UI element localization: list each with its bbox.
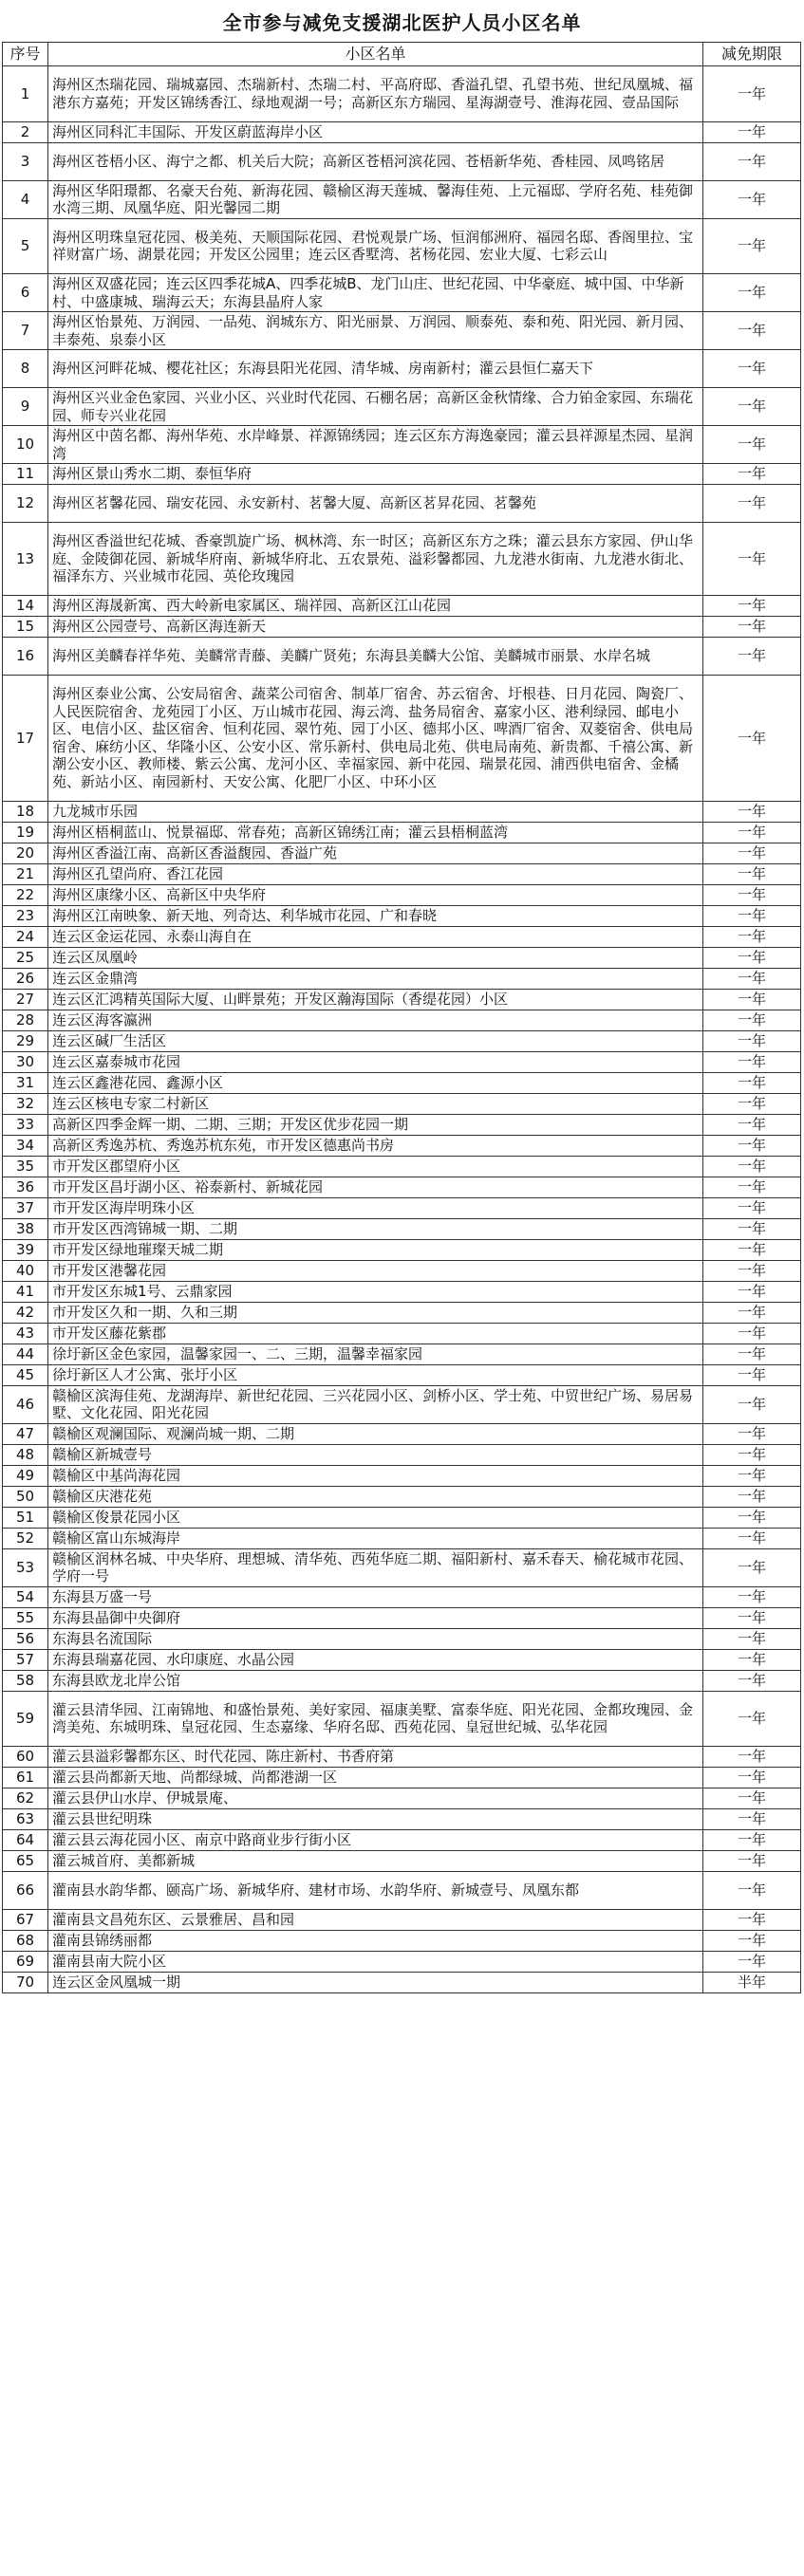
row-term: 一年 <box>703 121 801 142</box>
table-row <box>3 350 801 388</box>
row-term: 一年 <box>703 1364 801 1385</box>
row-community-names: 灌云县世纪明珠 <box>48 1809 703 1830</box>
row-term: 一年 <box>703 1114 801 1135</box>
row-term: 一年 <box>703 1486 801 1507</box>
row-term: 一年 <box>703 1135 801 1156</box>
row-index: 9 <box>3 388 48 426</box>
row-term: 一年 <box>703 1465 801 1486</box>
table-row <box>3 1465 801 1486</box>
row-index: 43 <box>3 1323 48 1344</box>
row-community-names: 赣榆区润林名城、中央华府、理想城、清华苑、西苑华庭二期、福阳新村、嘉禾春天、榆花城市花园、学府一号 <box>48 1548 703 1586</box>
row-index: 11 <box>3 464 48 485</box>
row-community-names: 海州区双盛花园；连云区四季花城A、四季花城B、龙门山庄、世纪花园、中华豪庭、城中国、中华新村、中盛康城、瑞海云天；东海县晶府人家 <box>48 274 703 312</box>
row-community-names: 灌云县清华园、江南锦地、和盛怡景苑、美好家园、福康美墅、富泰华庭、阳光花园、金都玫瑰园、金湾美苑、东城明珠、皇冠花园、生态嘉缘、华府名邸、西苑花园、皇冠世纪城、弘华花园 <box>48 1691 703 1747</box>
table-row <box>3 1830 801 1851</box>
table-row <box>3 1385 801 1423</box>
row-term: 一年 <box>703 1093 801 1114</box>
row-index: 47 <box>3 1423 48 1444</box>
row-term: 一年 <box>703 1344 801 1364</box>
row-community-names: 赣榆区新城壹号 <box>48 1444 703 1465</box>
row-community-names: 九龙城市乐园 <box>48 801 703 822</box>
table-row <box>3 1177 801 1197</box>
row-index: 18 <box>3 801 48 822</box>
row-term: 一年 <box>703 863 801 884</box>
row-index: 65 <box>3 1851 48 1872</box>
table-row <box>3 1344 801 1364</box>
table-row <box>3 843 801 863</box>
row-term: 一年 <box>703 1586 801 1607</box>
row-term: 一年 <box>703 1872 801 1910</box>
row-community-names: 连云区嘉泰城市花园 <box>48 1051 703 1072</box>
table-row <box>3 1872 801 1910</box>
row-community-names: 东海县名流国际 <box>48 1628 703 1649</box>
row-index: 44 <box>3 1344 48 1364</box>
row-index: 27 <box>3 989 48 1010</box>
row-index: 34 <box>3 1135 48 1156</box>
table-row <box>3 1973 801 1993</box>
table-row <box>3 1364 801 1385</box>
row-community-names: 赣榆区滨海佳苑、龙湖海岸、新世纪花园、三兴花园小区、剑桥小区、学士苑、中贸世纪广场、易居易墅、文化花园、阳光花园 <box>48 1385 703 1423</box>
table-row <box>3 426 801 464</box>
table-row <box>3 596 801 617</box>
table-row <box>3 523 801 596</box>
row-index: 12 <box>3 485 48 523</box>
table-row <box>3 1507 801 1528</box>
table-row <box>3 1607 801 1628</box>
row-community-names: 灌南县水韵华都、颐高广场、新城华府、建材市场、水韵华府、新城壹号、凤凰东都 <box>48 1872 703 1910</box>
row-community-names: 灌南县南大院小区 <box>48 1952 703 1973</box>
row-community-names: 市开发区昌圩湖小区、裕泰新村、新城花园 <box>48 1177 703 1197</box>
table-row <box>3 1747 801 1768</box>
row-community-names: 徐圩新区金色家园，温馨家园一、二、三期，温馨幸福家园 <box>48 1344 703 1364</box>
row-community-names: 海州区香溢世纪花城、香豪凯旋广场、枫林湾、东一时区；高新区东方之珠；灌云县东方家园、伊山华庭、金陵御花园、新城华府南、新城华府北、五农景苑、溢彩馨都园、九龙港水街南、九龙港水街北、福泽东方、兴业城市花园、英伦玫瑰园 <box>48 523 703 596</box>
row-index: 52 <box>3 1528 48 1548</box>
row-term: 一年 <box>703 1768 801 1788</box>
row-term: 一年 <box>703 1385 801 1423</box>
row-term: 一年 <box>703 350 801 388</box>
row-term: 一年 <box>703 1302 801 1323</box>
row-term: 一年 <box>703 1423 801 1444</box>
table-body <box>3 66 801 1993</box>
row-community-names: 市开发区绿地璀璨天城二期 <box>48 1239 703 1260</box>
table-row <box>3 968 801 989</box>
row-community-names: 海州区同科汇丰国际、开发区蔚蓝海岸小区 <box>48 121 703 142</box>
row-index: 2 <box>3 121 48 142</box>
row-index: 16 <box>3 638 48 676</box>
row-community-names: 连云区金运花园、永泰山海自在 <box>48 926 703 947</box>
table-row <box>3 1302 801 1323</box>
row-index: 29 <box>3 1030 48 1051</box>
row-community-names: 赣榆区中基尚海花园 <box>48 1465 703 1486</box>
row-index: 10 <box>3 426 48 464</box>
row-term: 一年 <box>703 947 801 968</box>
row-index: 14 <box>3 596 48 617</box>
row-index: 60 <box>3 1747 48 1768</box>
table-row <box>3 1010 801 1030</box>
row-community-names: 海州区梧桐蓝山、悦景福邸、常春苑；高新区锦绣江南；灌云县梧桐蓝湾 <box>48 822 703 843</box>
row-community-names: 市开发区东城1号、云鼎家园 <box>48 1281 703 1302</box>
row-community-names: 灌云县尚都新天地、尚都绿城、尚都港湖一区 <box>48 1768 703 1788</box>
table-row <box>3 1910 801 1931</box>
row-term: 一年 <box>703 1177 801 1197</box>
row-community-names: 灌云县伊山水岸、伊城景庵、 <box>48 1788 703 1809</box>
table-header-row <box>3 43 801 66</box>
row-term: 一年 <box>703 1051 801 1072</box>
row-index: 6 <box>3 274 48 312</box>
row-index: 66 <box>3 1872 48 1910</box>
table-row <box>3 801 801 822</box>
table-row <box>3 1691 801 1747</box>
table-row <box>3 1423 801 1444</box>
row-index: 40 <box>3 1260 48 1281</box>
row-term: 一年 <box>703 1788 801 1809</box>
table-row <box>3 1239 801 1260</box>
row-term: 一年 <box>703 1260 801 1281</box>
row-index: 15 <box>3 617 48 638</box>
row-term: 一年 <box>703 523 801 596</box>
row-community-names: 徐圩新区人才公寓、张圩小区 <box>48 1364 703 1385</box>
table-row <box>3 1788 801 1809</box>
table-row <box>3 1528 801 1548</box>
row-index: 31 <box>3 1072 48 1093</box>
row-community-names: 海州区海晟新寓、西大岭新电家属区、瑞祥园、高新区江山花园 <box>48 596 703 617</box>
row-term: 一年 <box>703 801 801 822</box>
row-community-names: 灌南县文昌苑东区、云景雅居、昌和园 <box>48 1910 703 1931</box>
row-term: 一年 <box>703 1952 801 1973</box>
row-index: 59 <box>3 1691 48 1747</box>
row-index: 32 <box>3 1093 48 1114</box>
table-row <box>3 1931 801 1952</box>
row-community-names: 海州区华阳璟都、名豪天台苑、新海花园、赣榆区海天莲城、馨海佳苑、上元福邸、学府名苑、桂苑御水湾三期、凤凰华庭、阳光馨园二期 <box>48 180 703 218</box>
row-index: 26 <box>3 968 48 989</box>
row-index: 19 <box>3 822 48 843</box>
row-index: 49 <box>3 1465 48 1486</box>
row-index: 46 <box>3 1385 48 1423</box>
table-row <box>3 1952 801 1973</box>
row-community-names: 连云区海客瀛洲 <box>48 1010 703 1030</box>
table-row <box>3 1444 801 1465</box>
table-row <box>3 388 801 426</box>
row-index: 13 <box>3 523 48 596</box>
row-index: 61 <box>3 1768 48 1788</box>
row-community-names: 连云区汇鸿精英国际大厦、山畔景苑；开发区瀚海国际（香缇花园）小区 <box>48 989 703 1010</box>
table-row <box>3 1051 801 1072</box>
row-community-names: 灌南县锦绣丽都 <box>48 1931 703 1952</box>
row-term: 一年 <box>703 596 801 617</box>
row-index: 17 <box>3 676 48 802</box>
row-index: 5 <box>3 218 48 274</box>
table-row <box>3 1670 801 1691</box>
row-community-names: 海州区明珠皇冠花园、极美苑、天顺国际花园、君悦观景广场、恒润郁洲府、福园名邸、香阁里拉、宝祥财富广场、湖景花园；开发区公园里；连云区香墅湾、茗杨花园、宏业大厦、七彩云山 <box>48 218 703 274</box>
table-row <box>3 1260 801 1281</box>
row-term: 一年 <box>703 1444 801 1465</box>
row-index: 51 <box>3 1507 48 1528</box>
row-community-names: 高新区秀逸苏杭、秀逸苏杭东苑，市开发区德惠尚书房 <box>48 1135 703 1156</box>
table-row <box>3 1586 801 1607</box>
row-term: 一年 <box>703 388 801 426</box>
row-term: 一年 <box>703 1156 801 1177</box>
row-index: 56 <box>3 1628 48 1649</box>
row-community-names: 海州区中茵名都、海州华苑、水岸峰景、祥源锦绣园；连云区东方海逸豪园；灌云县祥源星杰园、星润湾 <box>48 426 703 464</box>
row-index: 53 <box>3 1548 48 1586</box>
table-row <box>3 676 801 802</box>
row-index: 41 <box>3 1281 48 1302</box>
row-index: 25 <box>3 947 48 968</box>
table-row <box>3 1030 801 1051</box>
row-index: 37 <box>3 1197 48 1218</box>
header-term: 减免期限 <box>703 43 801 66</box>
row-index: 20 <box>3 843 48 863</box>
row-term: 一年 <box>703 274 801 312</box>
table-row <box>3 121 801 142</box>
table-row <box>3 1281 801 1302</box>
row-community-names: 赣榆区庆港花苑 <box>48 1486 703 1507</box>
table-row <box>3 1072 801 1093</box>
table-row <box>3 485 801 523</box>
row-term: 一年 <box>703 1239 801 1260</box>
row-community-names: 海州区孔望尚府、香江花园 <box>48 863 703 884</box>
row-term: 一年 <box>703 1218 801 1239</box>
row-index: 35 <box>3 1156 48 1177</box>
row-index: 58 <box>3 1670 48 1691</box>
row-index: 3 <box>3 142 48 180</box>
row-community-names: 赣榆区俊景花园小区 <box>48 1507 703 1528</box>
table-row <box>3 1768 801 1788</box>
table-row <box>3 1851 801 1872</box>
row-term: 一年 <box>703 1830 801 1851</box>
row-term: 一年 <box>703 1910 801 1931</box>
table-row <box>3 884 801 905</box>
row-community-names: 连云区鑫港花园、鑫源小区 <box>48 1072 703 1093</box>
table-row <box>3 312 801 350</box>
table-row <box>3 274 801 312</box>
row-community-names: 海州区茗馨花园、瑞安花园、永安新村、茗馨大厦、高新区茗昇花园、茗馨苑 <box>48 485 703 523</box>
row-index: 48 <box>3 1444 48 1465</box>
row-community-names: 赣榆区富山东城海岸 <box>48 1528 703 1548</box>
row-term: 一年 <box>703 1010 801 1030</box>
row-term: 一年 <box>703 1281 801 1302</box>
row-term: 一年 <box>703 822 801 843</box>
row-index: 30 <box>3 1051 48 1072</box>
row-term: 一年 <box>703 312 801 350</box>
table-row <box>3 218 801 274</box>
row-term: 一年 <box>703 426 801 464</box>
row-term: 一年 <box>703 1528 801 1548</box>
row-term: 一年 <box>703 638 801 676</box>
row-index: 54 <box>3 1586 48 1607</box>
table-row <box>3 1218 801 1239</box>
table-row <box>3 1809 801 1830</box>
row-community-names: 东海县万盛一号 <box>48 1586 703 1607</box>
table-row <box>3 1093 801 1114</box>
table-row <box>3 1135 801 1156</box>
row-index: 64 <box>3 1830 48 1851</box>
row-community-names: 海州区香溢江南、高新区香溢馥园、香溢广苑 <box>48 843 703 863</box>
table-row <box>3 1628 801 1649</box>
row-community-names: 灌云县云海花园小区、南京中路商业步行街小区 <box>48 1830 703 1851</box>
table-row <box>3 947 801 968</box>
row-community-names: 连云区核电专家二村新区 <box>48 1093 703 1114</box>
row-term: 一年 <box>703 1809 801 1830</box>
row-term: 一年 <box>703 1507 801 1528</box>
row-community-names: 市开发区久和一期、久和三期 <box>48 1302 703 1323</box>
row-term: 一年 <box>703 142 801 180</box>
row-index: 4 <box>3 180 48 218</box>
row-community-names: 海州区泰业公寓、公安局宿舍、蔬菜公司宿舍、制革厂宿舍、苏云宿舍、圩根巷、日月花园、陶瓷厂、人民医院宿舍、龙苑园丁小区、万山城市花园、海云湾、盐务局宿舍、嘉家小区、港利绿园、邮电小区、电信小区、盐区宿舍、恒利花园、翠竹苑、园丁小区、德邦小区、啤酒厂宿舍、双菱宿舍、供电局宿舍、麻纺小区、华隆小区、公安小区、常乐新村、供电局北苑、供电局南苑、新贵都、千禧公寓、新潮公安小区、教师楼、紫云公寓、龙河小区、幸福家园、新中花园、瑞景花园、浦西供电宿舍、金橘苑、新站小区、南园新村、天安公寓、化肥厂小区、中环小区 <box>48 676 703 802</box>
row-community-names: 赣榆区观澜国际、观澜尚城一期、二期 <box>48 1423 703 1444</box>
table-row <box>3 1156 801 1177</box>
row-index: 69 <box>3 1952 48 1973</box>
row-index: 50 <box>3 1486 48 1507</box>
row-term: 一年 <box>703 180 801 218</box>
table-row <box>3 66 801 122</box>
row-index: 1 <box>3 66 48 122</box>
table-row <box>3 464 801 485</box>
row-term: 一年 <box>703 66 801 122</box>
community-table <box>2 42 801 1993</box>
row-community-names: 海州区杰瑞花园、瑞城嘉园、杰瑞新村、杰瑞二村、平高府邸、香溢孔望、孔望书苑、世纪凤凰城、福港东方嘉苑；开发区锦绣香江、绿地观湖一号；高新区东方瑞园、星海湖壹号、淮海花园、壹品国际 <box>48 66 703 122</box>
table-row <box>3 1323 801 1344</box>
row-term: 一年 <box>703 1607 801 1628</box>
row-community-names: 市开发区海岸明珠小区 <box>48 1197 703 1218</box>
document-title: 全市参与减免支援湖北医护人员小区名单 <box>222 11 582 34</box>
table-row <box>3 863 801 884</box>
row-community-names: 海州区苍梧小区、海宁之都、机关后大院；高新区苍梧河滨花园、苍梧新华苑、香桂园、凤鸣铭居 <box>48 142 703 180</box>
row-index: 57 <box>3 1649 48 1670</box>
row-community-names: 市开发区藤花紫郡 <box>48 1323 703 1344</box>
row-index: 70 <box>3 1973 48 1993</box>
row-index: 62 <box>3 1788 48 1809</box>
row-community-names: 东海县晶御中央御府 <box>48 1607 703 1628</box>
row-index: 38 <box>3 1218 48 1239</box>
row-term: 一年 <box>703 1072 801 1093</box>
row-term: 一年 <box>703 989 801 1010</box>
row-term: 一年 <box>703 464 801 485</box>
row-index: 67 <box>3 1910 48 1931</box>
row-index: 24 <box>3 926 48 947</box>
row-community-names: 连云区碱厂生活区 <box>48 1030 703 1051</box>
row-index: 33 <box>3 1114 48 1135</box>
row-index: 7 <box>3 312 48 350</box>
table-row <box>3 989 801 1010</box>
row-community-names: 连云区金鼎湾 <box>48 968 703 989</box>
row-term: 一年 <box>703 1931 801 1952</box>
table-row <box>3 926 801 947</box>
row-index: 36 <box>3 1177 48 1197</box>
row-term: 一年 <box>703 1649 801 1670</box>
row-index: 22 <box>3 884 48 905</box>
header-name: 小区名单 <box>48 43 703 66</box>
row-community-names: 海州区景山秀水二期、泰恒华府 <box>48 464 703 485</box>
row-community-names: 灌云县溢彩馨都东区、时代花园、陈庄新村、书香府第 <box>48 1747 703 1768</box>
row-term: 一年 <box>703 1323 801 1344</box>
row-term: 一年 <box>703 617 801 638</box>
row-community-names: 高新区四季金辉一期、二期、三期；开发区优步花园一期 <box>48 1114 703 1135</box>
row-term: 一年 <box>703 1197 801 1218</box>
row-term: 一年 <box>703 926 801 947</box>
row-community-names: 市开发区港馨花园 <box>48 1260 703 1281</box>
row-term: 一年 <box>703 1691 801 1747</box>
table-row <box>3 180 801 218</box>
row-term: 一年 <box>703 1548 801 1586</box>
row-community-names: 市开发区西湾锦城一期、二期 <box>48 1218 703 1239</box>
table-row <box>3 1114 801 1135</box>
row-community-names: 海州区美麟春祥华苑、美麟常青藤、美麟广贤苑；东海县美麟大公馆、美麟城市丽景、水岸名城 <box>48 638 703 676</box>
row-community-names: 海州区江南映象、新天地、列奇达、利华城市花园、广和春晓 <box>48 905 703 926</box>
row-term: 一年 <box>703 1030 801 1051</box>
header-index: 序号 <box>3 43 48 66</box>
row-term: 一年 <box>703 1628 801 1649</box>
row-term: 半年 <box>703 1973 801 1993</box>
row-term: 一年 <box>703 676 801 802</box>
row-term: 一年 <box>703 1747 801 1768</box>
row-index: 42 <box>3 1302 48 1323</box>
row-community-names: 灌云城首府、美都新城 <box>48 1851 703 1872</box>
row-term: 一年 <box>703 1670 801 1691</box>
row-term: 一年 <box>703 485 801 523</box>
row-index: 55 <box>3 1607 48 1628</box>
row-index: 63 <box>3 1809 48 1830</box>
row-term: 一年 <box>703 884 801 905</box>
table-row <box>3 905 801 926</box>
row-index: 39 <box>3 1239 48 1260</box>
table-row <box>3 1649 801 1670</box>
row-community-names: 东海县欧龙北岸公馆 <box>48 1670 703 1691</box>
row-term: 一年 <box>703 905 801 926</box>
row-community-names: 连云区金风凰城一期 <box>48 1973 703 1993</box>
row-term: 一年 <box>703 843 801 863</box>
row-index: 68 <box>3 1931 48 1952</box>
row-community-names: 海州区兴业金色家园、兴业小区、兴业时代花园、石棚名居；高新区金秋情缘、合力铂金家园、东瑞花园、师专兴业花园 <box>48 388 703 426</box>
row-index: 8 <box>3 350 48 388</box>
row-term: 一年 <box>703 968 801 989</box>
table-row <box>3 1548 801 1586</box>
table-row <box>3 822 801 843</box>
row-community-names: 海州区公园壹号、高新区海连新天 <box>48 617 703 638</box>
row-community-names: 连云区凤凰岭 <box>48 947 703 968</box>
row-index: 21 <box>3 863 48 884</box>
table-row <box>3 1197 801 1218</box>
row-community-names: 海州区河畔花城、樱花社区；东海县阳光花园、清华城、房南新村；灌云县恒仁嘉天下 <box>48 350 703 388</box>
row-index: 28 <box>3 1010 48 1030</box>
row-index: 45 <box>3 1364 48 1385</box>
table-row <box>3 617 801 638</box>
row-index: 23 <box>3 905 48 926</box>
table-row <box>3 638 801 676</box>
row-community-names: 海州区康缘小区、高新区中央华府 <box>48 884 703 905</box>
row-community-names: 海州区怡景苑、万润园、一品苑、润城东方、阳光丽景、万润园、顺泰苑、泰和苑、阳光园、新月园、丰泰苑、泉泰小区 <box>48 312 703 350</box>
table-row <box>3 142 801 180</box>
table-row <box>3 1486 801 1507</box>
row-community-names: 东海县瑞嘉花园、水印康庭、水晶公园 <box>48 1649 703 1670</box>
row-community-names: 市开发区郡望府小区 <box>48 1156 703 1177</box>
row-term: 一年 <box>703 1851 801 1872</box>
row-term: 一年 <box>703 218 801 274</box>
